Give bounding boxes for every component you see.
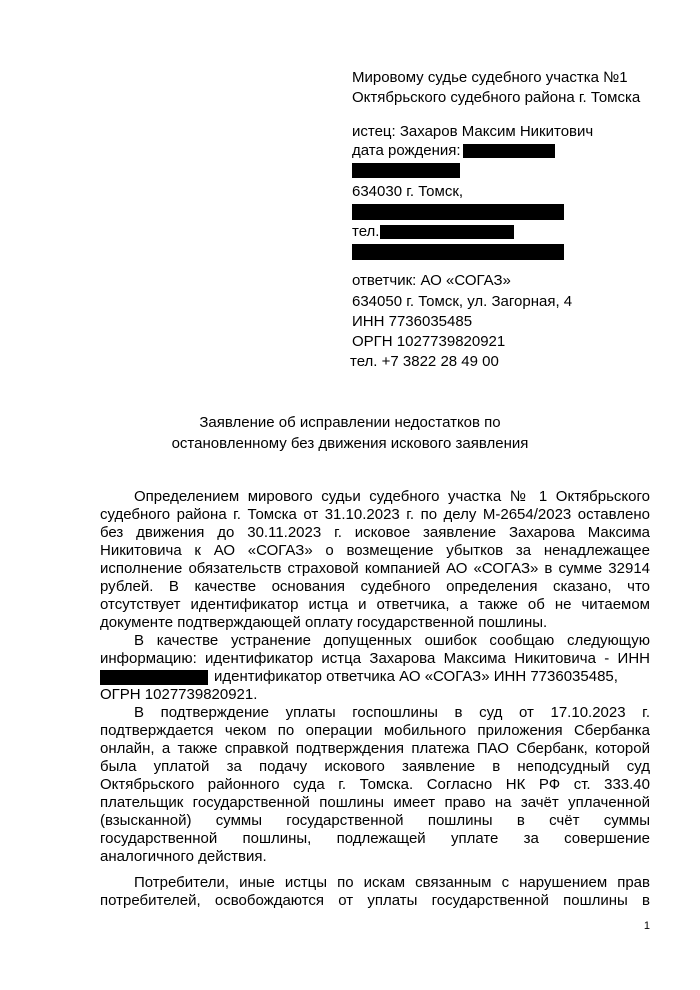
- defendant-inn: ИНН 7736035485: [352, 313, 473, 330]
- phone-line: [352, 222, 514, 242]
- body-line: Никитовича к АО «СОГАЗ» о возмещение убытков за ненадлежащее: [100, 542, 650, 559]
- court-line-1: Мировому судье судебного участка №1: [352, 69, 628, 86]
- body-line: аналогичного действия.: [100, 848, 267, 865]
- body-line: В подтверждение уплаты госпошлины в суд от 17.10.2023 г.: [134, 704, 650, 721]
- body-line-with-redaction: [100, 668, 650, 686]
- defendant-address: 634050 г. Томск, ул. Загорная, 4: [352, 293, 573, 310]
- body-line: Потребители, иные истцы по искам связанным с нарушением прав: [134, 874, 650, 891]
- birth-date-line: [352, 141, 555, 161]
- body-line: информацию: идентификатор истца Захарова Максима Никитовича - ИНН: [100, 650, 650, 667]
- court-line-2: Октябрьского судебного района г. Томска: [352, 89, 641, 106]
- body-line: документе подтверждающей оплату государственной пошлины.: [100, 614, 548, 631]
- redaction-block: [352, 163, 460, 178]
- redaction-block: [380, 225, 514, 239]
- body-line: исполнение обязательств страховой компанией АО «СОГАЗ» в сумме 32914: [100, 560, 650, 577]
- redacted-line: [352, 242, 564, 262]
- body-line: В качестве устранение допущенных ошибок сообщаю следующую: [134, 632, 650, 649]
- redaction-block: [463, 144, 555, 158]
- body-line: (взысканной) суммы государственной пошлины в счёт суммы: [100, 812, 650, 829]
- body-line: плательщик государственной пошлины имеет право на зачёт уплаченной: [100, 794, 650, 811]
- body-line: онлайн, а также справкой подтверждения платежа ПАО Сбербанк, которой: [100, 740, 650, 757]
- redaction-block: [352, 244, 564, 260]
- redaction-block: [352, 204, 564, 220]
- document-title-line-2: остановленному без движения искового заявления: [171, 435, 529, 452]
- redacted-line: [352, 160, 460, 180]
- body-line: Определением мирового судьи судебного участка № 1 Октябрьского: [134, 488, 650, 505]
- redaction-block: [100, 670, 208, 685]
- body-line: была уплатой за подачу искового заявление в неподсудный суд: [100, 758, 650, 775]
- document-title-line-1: Заявление об исправлении недостатков по: [199, 414, 501, 431]
- body-line: подтверждается чеком по операции мобильного приложения Сбербанка: [100, 722, 650, 739]
- body-line: государственной пошлины, подлежащей уплате за совершение: [100, 830, 650, 847]
- birth-label: дата рождения:: [352, 142, 461, 159]
- page-number: 1: [643, 920, 650, 932]
- body-line: потребителей, освобождаются от уплаты государственной пошлины в: [100, 892, 650, 909]
- body-line: рублей. В качестве основания судебного определения сказано, что: [100, 578, 650, 595]
- body-line: ОГРН 1027739820921.: [100, 686, 258, 703]
- body-line: Октябрьского районного суда г. Томска. Согласно НК РФ ст. 333.40: [100, 776, 650, 793]
- redacted-line: [352, 202, 564, 222]
- plaintiff-address: 634030 г. Томск,: [352, 183, 464, 200]
- body-line: судебного района г. Томска от 31.10.2023 г. по делу М-2654/2023 оставлено: [100, 506, 650, 523]
- defendant-ogrn: ОРГН 1027739820921: [352, 333, 506, 350]
- plaintiff-name: истец: Захаров Максим Никитович: [352, 123, 594, 140]
- defendant-phone: тел. +7 3822 28 49 00: [350, 353, 499, 370]
- defendant-identifier-text: идентификатор ответчика АО «СОГАЗ» ИНН 7736035485,: [214, 668, 618, 685]
- defendant-name: ответчик: АО «СОГАЗ»: [352, 272, 511, 289]
- body-line: без движения до 30.11.2023 г. исковое заявление Захарова Максима: [100, 524, 650, 541]
- body-line: отсутствует идентификатор истца и ответчика, а также об не читаемом: [100, 596, 650, 613]
- phone-label: тел.: [352, 223, 380, 240]
